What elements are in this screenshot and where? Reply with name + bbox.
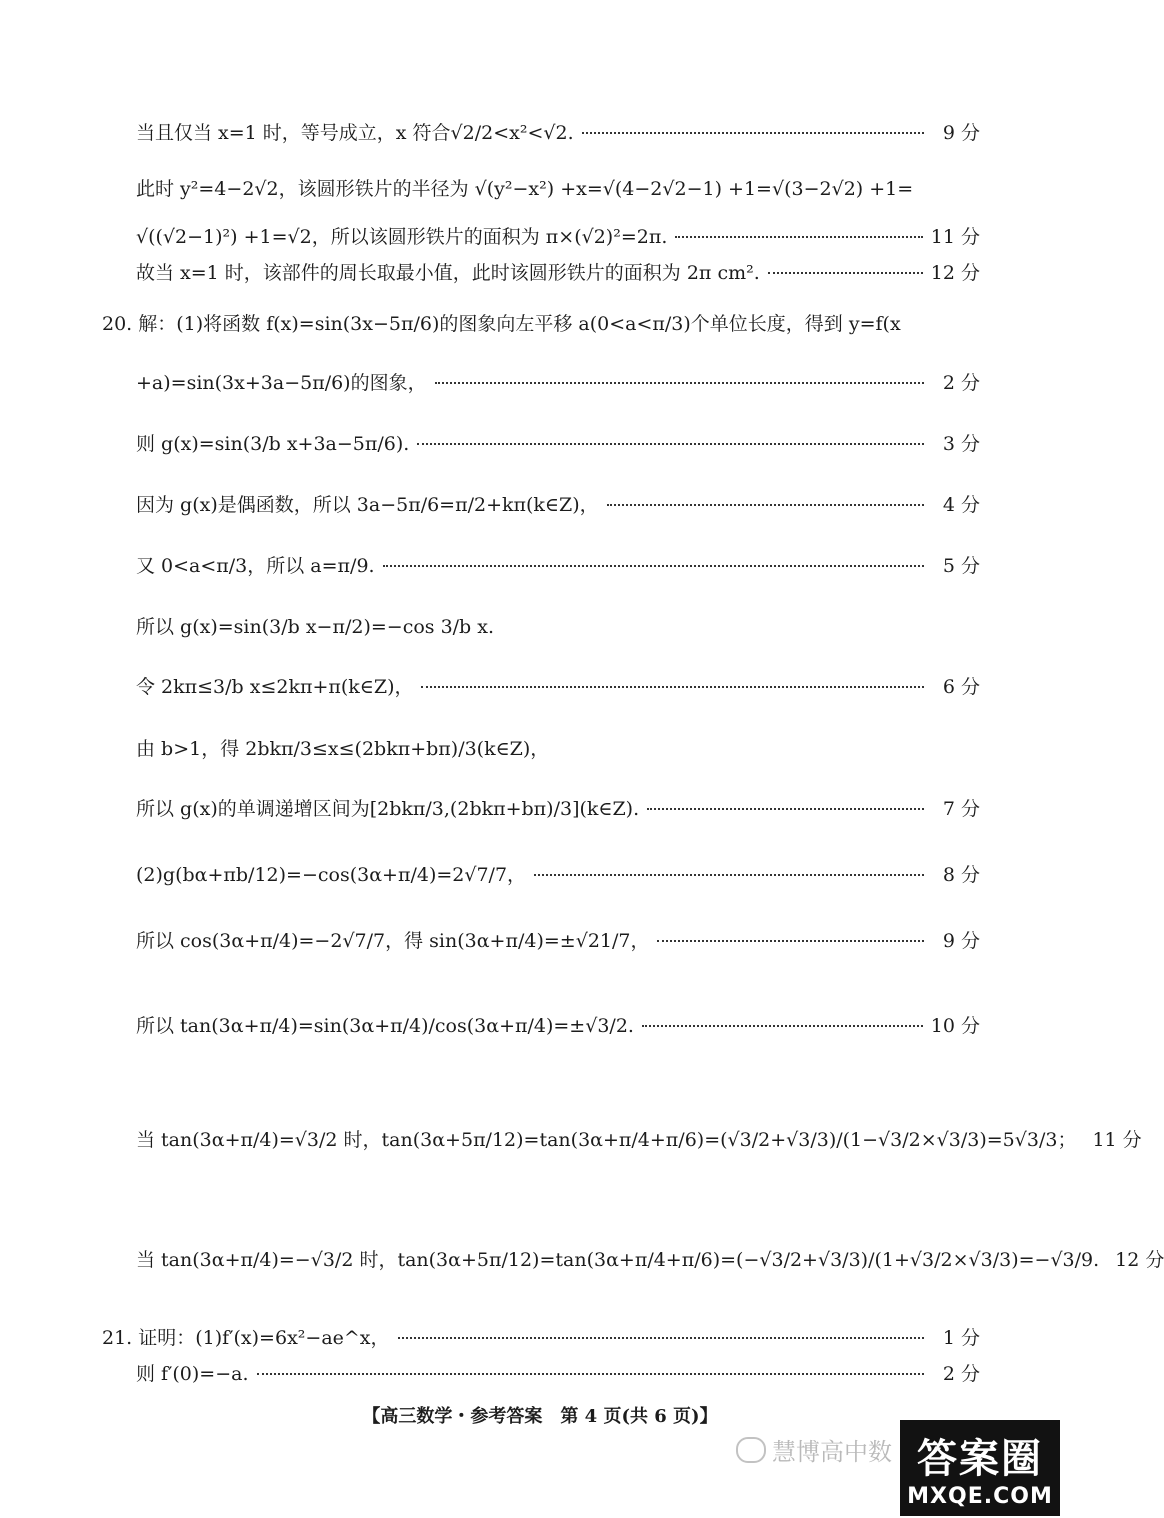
line-text: 所以 g(x)的单调递增区间为[2bkπ/3,(2bkπ+bπ)/3](k∈Z).: [136, 797, 640, 820]
answer-line: [136, 170, 980, 204]
line-text: 则 g(x)=sin(3/b x+3a−5π/6).: [136, 432, 410, 455]
answer-line: [136, 607, 980, 643]
answer-line: [136, 789, 980, 825]
line-text: 所以 g(x)=sin(3/b x−π/2)=−cos 3/b x.: [136, 615, 495, 638]
leader-dots: [647, 808, 924, 810]
line-text: 故当 x=1 时，该部件的周长取最小值，此时该圆形铁片的面积为 2π cm².: [136, 261, 760, 284]
line-text: 当且仅当 x=1 时，等号成立，x 符合√2/2<x²<√2.: [136, 121, 574, 144]
line-text: +a)=sin(3x+3a−5π/6)的图象，: [136, 371, 427, 394]
line-text: √((√2−1)²) +1=√2，所以该圆形铁片的面积为 π×(√2)²=2π.: [136, 225, 668, 248]
answer-line: [136, 546, 980, 582]
line-score: 10 分: [930, 1014, 980, 1037]
answer-line: [136, 114, 980, 148]
line-score: 6 分: [942, 675, 980, 698]
answer-line: [136, 729, 980, 765]
leader-dots: [642, 1025, 923, 1027]
leader-dots: [257, 1373, 924, 1375]
line-score: 12 分: [1115, 1248, 1164, 1271]
line-text: 又 0<a<π/3，所以 a=π/9.: [136, 554, 375, 577]
answer-line: [102, 1320, 980, 1352]
logo-top-text: 答案圈: [917, 1436, 1043, 1482]
leader-dots: [435, 382, 924, 384]
line-text: 所以 cos(3α+π/4)=−2√7/7，得 sin(3α+π/4)=±√21/7，: [136, 929, 650, 952]
line-score: 2 分: [942, 1362, 980, 1385]
leader-dots: [398, 1337, 924, 1339]
answer-line: [102, 304, 980, 340]
answer-line: [136, 218, 980, 252]
site-logo: [900, 1420, 1060, 1516]
line-score: 3 分: [942, 432, 980, 455]
answer-line: [136, 485, 980, 521]
line-text: (2)g(bα+πb/12)=−cos(3α+π/4)=2√7/7，: [136, 863, 527, 886]
line-text: 所以 tan(3α+π/4)=sin(3α+π/4)/cos(3α+π/4)=±√3/2.: [136, 1014, 634, 1037]
line-text: 则 f′(0)=−a.: [136, 1362, 249, 1385]
line-score: 11 分: [930, 225, 980, 248]
line-score: 2 分: [942, 371, 980, 394]
answer-line: [136, 1006, 980, 1042]
line-score: 8 分: [942, 863, 980, 886]
leader-dots: [383, 565, 924, 567]
answer-line: [136, 254, 980, 288]
line-text: 当 tan(3α+π/4)=−√3/2 时，tan(3α+5π/12)=tan(3α+π/4+π/6)=(−√3/2+√3/3)/(1+√3/2×√3/3)=−√3/9.: [136, 1248, 1100, 1271]
line-text: 令 2kπ≤3/b x≤2kπ+π(k∈Z)，: [136, 675, 414, 698]
leader-dots: [534, 874, 924, 876]
leader-dots: [768, 272, 923, 274]
line-score: 7 分: [942, 797, 980, 820]
answer-line: [136, 855, 980, 891]
leader-dots: [657, 940, 924, 942]
answer-line: [136, 424, 980, 460]
line-text: 此时 y²=4−2√2，该圆形铁片的半径为 √(y²−x²) +x=√(4−2√2−1) +1=√(3−2√2) +1=: [136, 177, 914, 200]
line-text: 21. 证明：(1)f′(x)=6x²−ae^x，: [102, 1326, 390, 1349]
leader-dots: [421, 686, 924, 688]
line-score: 4 分: [942, 493, 980, 516]
line-text: 由 b>1，得 2bkπ/3≤x≤(2bkπ+bπ)/3(k∈Z)，: [136, 737, 550, 760]
line-score: 11 分: [1092, 1128, 1142, 1151]
watermark-text: 慧博高中数: [772, 1438, 892, 1466]
answer-line: [136, 1240, 1164, 1276]
answer-line: [136, 1356, 980, 1388]
line-score: 9 分: [942, 929, 980, 952]
logo-bottom-text: MXQE.COM: [907, 1484, 1053, 1509]
answer-line: [136, 667, 980, 703]
answer-line: [136, 921, 980, 957]
line-score: 1 分: [942, 1326, 980, 1349]
line-text: 当 tan(3α+π/4)=√3/2 时，tan(3α+5π/12)=tan(3α+π/4+π/6)=(√3/2+√3/3)/(1−√3/2×√3/3)=5√3/3；: [136, 1128, 1077, 1151]
leader-dots: [675, 236, 922, 238]
wechat-icon: [736, 1437, 766, 1463]
answer-line: [136, 363, 980, 399]
line-score: 12 分: [930, 261, 980, 284]
line-score: 5 分: [942, 554, 980, 577]
line-score: 9 分: [942, 121, 980, 144]
line-text: 因为 g(x)是偶函数，所以 3a−5π/6=π/2+kπ(k∈Z)，: [136, 493, 599, 516]
leader-dots: [417, 443, 924, 445]
answer-line: [136, 1120, 1142, 1156]
page-footer: 【高三数学・参考答案 第 4 页(共 6 页)】: [362, 1406, 718, 1427]
watermark: [736, 1432, 892, 1467]
leader-dots: [582, 132, 924, 134]
line-text: 20. 解：(1)将函数 f(x)=sin(3x−5π/6)的图象向左平移 a(0<a<π/3)个单位长度，得到 y=f(x: [102, 312, 901, 335]
leader-dots: [607, 504, 924, 506]
